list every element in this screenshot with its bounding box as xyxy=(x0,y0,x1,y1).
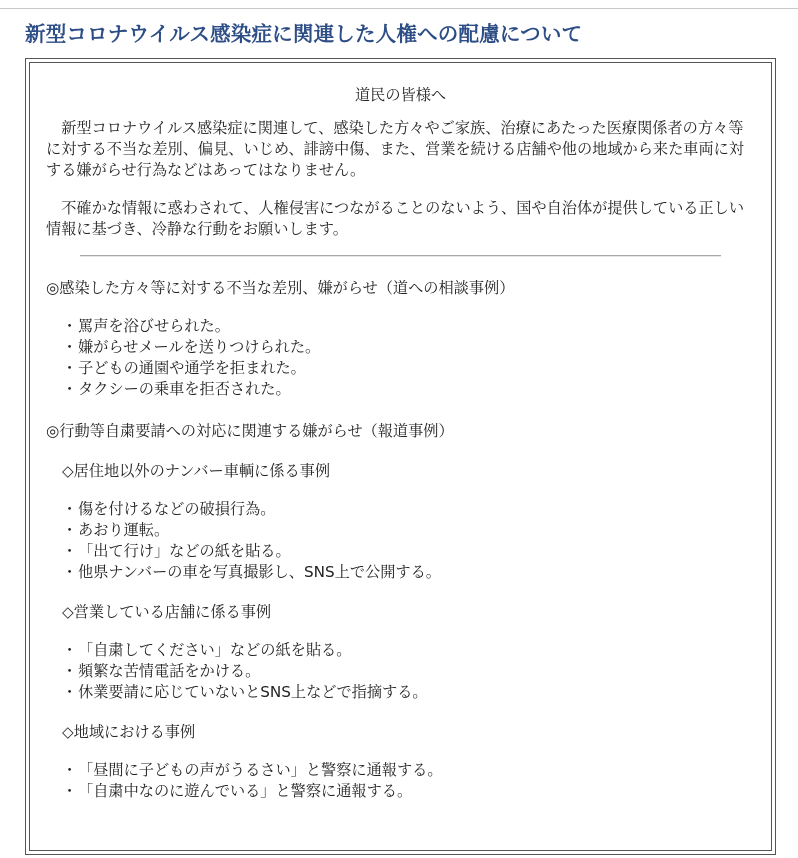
notice-inner-frame xyxy=(29,62,772,851)
bullet-icon: ・ xyxy=(62,521,78,539)
bullet-icon: ・ xyxy=(62,683,78,701)
list-item xyxy=(62,640,755,661)
section-heading-consultation: ◎感染した方々等に対する不当な差別、嫌がらせ（道への相談事例） xyxy=(46,279,515,297)
list-item-text: 頻繁な苦情電話をかける。 xyxy=(78,662,261,680)
list-item xyxy=(62,379,755,400)
list-item-text: 「出て行け」などの紙を貼る。 xyxy=(78,542,291,560)
list-item xyxy=(62,781,755,802)
list-item xyxy=(62,682,755,703)
list-item-text: 「昼間に子どもの声がうるさい」と警察に通報する。 xyxy=(78,761,443,779)
list-item-text: タクシーの乗車を拒否された。 xyxy=(78,380,291,398)
bullet-icon: ・ xyxy=(62,641,78,659)
notice-box xyxy=(25,58,776,855)
list-item xyxy=(62,337,755,358)
consultation-case-list xyxy=(46,316,755,400)
list-item xyxy=(62,499,755,520)
bullet-icon: ・ xyxy=(62,359,78,377)
list-item xyxy=(62,562,755,583)
bullet-icon: ・ xyxy=(62,380,78,398)
list-item xyxy=(62,520,755,541)
list-item xyxy=(62,541,755,562)
page-title: 新型コロナウイルス感染症に関連した人権への配慮について xyxy=(25,22,583,46)
list-item-text: 嫌がらせメールを送りつけられた。 xyxy=(78,338,321,356)
list-item xyxy=(62,760,755,781)
bullet-icon: ・ xyxy=(62,317,78,335)
list-item xyxy=(62,316,755,337)
list-item-text: 他県ナンバーの車を写真撮影し、SNS上で公開する。 xyxy=(78,563,441,581)
bullet-icon: ・ xyxy=(62,563,78,581)
list-item-text: 傷を付けるなどの破損行為。 xyxy=(78,500,276,518)
store-case-list xyxy=(46,640,755,703)
list-item-text: 子どもの通園や通学を拒まれた。 xyxy=(78,359,306,377)
horizontal-rule xyxy=(80,255,721,257)
bullet-icon: ・ xyxy=(62,338,78,356)
bullet-icon: ・ xyxy=(62,542,78,560)
subsection-heading-vehicles: ◇居住地以外のナンバー車輌に係る事例 xyxy=(62,462,331,480)
notice-paragraph-1: 新型コロナウイルス感染症に関連して、感染した方々やご家族、治療にあたった医療関係者の方々等に対する不当な差別、偏見、いじめ、誹謗中傷、また、営業を続ける店舗や他の地域から来た車両に対する嫌がらせ行為などはあってはなりません。 xyxy=(46,119,745,179)
list-item xyxy=(62,661,755,682)
list-item-text: 「自粛中なのに遊んでいる」と警察に通報する。 xyxy=(78,782,413,800)
top-divider xyxy=(0,8,798,9)
list-item xyxy=(62,358,755,379)
bullet-icon: ・ xyxy=(62,500,78,518)
bullet-icon: ・ xyxy=(62,662,78,680)
list-item-text: 「自粛してください」などの紙を貼る。 xyxy=(78,641,352,659)
subsection-heading-stores: ◇営業している店舗に係る事例 xyxy=(62,603,272,621)
list-item-text: 罵声を浴びせられた。 xyxy=(78,317,230,335)
section-heading-reported-cases: ◎行動等自粛要請への対応に関連する嫌がらせ（報道事例） xyxy=(46,422,454,440)
subsection-heading-community: ◇地域における事例 xyxy=(62,723,196,741)
list-item-text: 休業要請に応じていないとSNS上などで指摘する。 xyxy=(78,683,428,701)
bullet-icon: ・ xyxy=(62,761,78,779)
notice-paragraph-2: 不確かな情報に惑わされて、人権侵害につながることのないよう、国や自治体が提供している正しい情報に基づき、冷静な行動をお願いします。 xyxy=(46,199,745,238)
bullet-icon: ・ xyxy=(62,782,78,800)
community-case-list xyxy=(46,760,755,802)
list-item-text: あおり運転。 xyxy=(78,521,170,539)
vehicle-case-list xyxy=(46,499,755,583)
greeting: 道民の皆様へ xyxy=(354,86,447,104)
